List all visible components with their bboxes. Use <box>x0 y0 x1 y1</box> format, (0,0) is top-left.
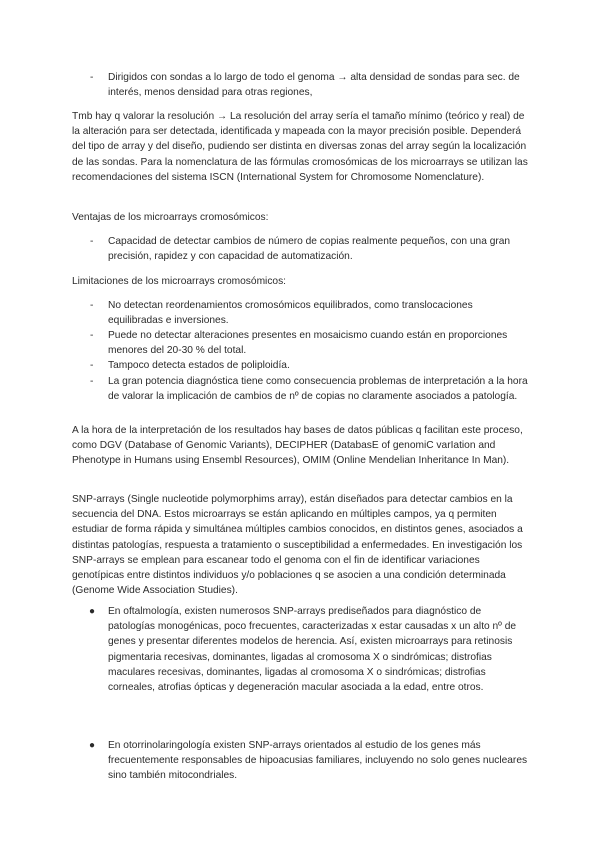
dash-marker: - <box>90 72 94 83</box>
list-item-text: En oftalmología, existen numerosos SNP-arrays prediseñados para diagnóstico de patologías monogénicas, poco frecuentes, caracterizadas x estar causadas x un alto nº de genes y presentar diferentes modelos de herencia. Así, existen microarrays para retinosis pigmentaria recesivas, dominantes, ligadas al cromosoma X o sindrómicas; distrofias maculares recesivas, dominantes, ligadas al cromosoma X o sindrómicas; distrofias corneales, atrofias ópticas y degeneración macular asociada a la edad, entre otros. <box>108 606 517 694</box>
list-item <box>72 234 530 264</box>
list-item <box>72 70 530 100</box>
list-item <box>72 298 530 328</box>
list-item <box>72 358 530 373</box>
list-item-text: No detectan reordenamientos cromosómicos equilibrados, como translocaciones equilibradas e inversiones. <box>108 300 473 327</box>
paragraph-databases: A la hora de la interpretación de los resultados hay bases de datos públicas q facilitan este proceso, como DGV (Database of Genomic Variants), DECIPHER (DatabasE of genomiC varIation and Phenotype in Humans using Ensembl Resources), OMIM (Online Mendelian Inheritance In Man). <box>72 425 523 467</box>
heading-limitaciones: Limitaciones de los microarrays cromosómicos: <box>72 276 287 287</box>
list-item <box>72 374 530 404</box>
dash-marker: - <box>90 360 94 371</box>
bullet-marker: ● <box>89 606 96 617</box>
bullet-marker: ● <box>89 740 96 751</box>
list-item-text: Dirigidos con sondas a lo largo de todo el genoma → alta densidad de sondas para sec. de interés, menos densidad para otras regiones, <box>108 72 520 99</box>
list-item <box>72 328 530 358</box>
list-item-text: Tampoco detecta estados de poliploidía. <box>108 360 290 371</box>
dash-marker: - <box>90 300 94 311</box>
dash-marker: - <box>90 236 94 247</box>
paragraph-resolution: Tmb hay q valorar la resolución → La resolución del array sería el tamaño mínimo (teórico y real) de la alteración para ser detectada, identificada y mapeada con la mayor precisión posible. Dependerá del tipo de array y del diseño, pudiendo ser distinta en diversas zonas del array según la localización de las sondas. Para la nomenclatura de las fórmulas cromosómicas de los microarrays se utilizan las recomendaciones del sistema ISCN (International System for Chromosome Nomenclature). <box>72 111 528 183</box>
list-item-text: Capacidad de detectar cambios de número de copias realmente pequeños, con una gran precisión, rapidez y con capacidad de automatización. <box>108 236 511 263</box>
dash-marker: - <box>90 376 94 387</box>
paragraph-snp-arrays: SNP-arrays (Single nucleotide polymorphims array), están diseñados para detectar cambios en la secuencia del DNA. Estos microarrays se están aplicando en múltiples campos, ya q permiten estudiar de forma rápida y simultánea múltiples cambios conocidos, en distintos genes, asociados a distintas patologías, respuesta a tratamiento o susceptibilidad a enfermedades. En investigación los SNP-arrays se emplean para escanear todo el genoma con el fin de identificar variaciones genotípicas entre distintos individuos y/o poblaciones q se asocien a una condición determinada (Genome Wide Association Studies). <box>72 494 523 597</box>
heading-ventajas: Ventajas de los microarrays cromosómicos: <box>72 212 269 223</box>
dash-marker: - <box>90 330 94 341</box>
list-item <box>72 738 530 784</box>
list-item-text: En otorrinolaringología existen SNP-arrays orientados al estudio de los genes más frecuentemente responsables de hipoacusias familiares, incluyendo no solo genes nucleares sino también mitocondriales. <box>108 740 528 782</box>
list-item-text: Puede no detectar alteraciones presentes en mosaicismo cuando están en proporciones menores del 20-30 % del total. <box>108 330 508 357</box>
list-item-text: La gran potencia diagnóstica tiene como consecuencia problemas de interpretación a la hora de valorar la implicación de cambios de nº de copias no claramente asociados a patología. <box>108 376 528 403</box>
list-item <box>72 604 530 695</box>
